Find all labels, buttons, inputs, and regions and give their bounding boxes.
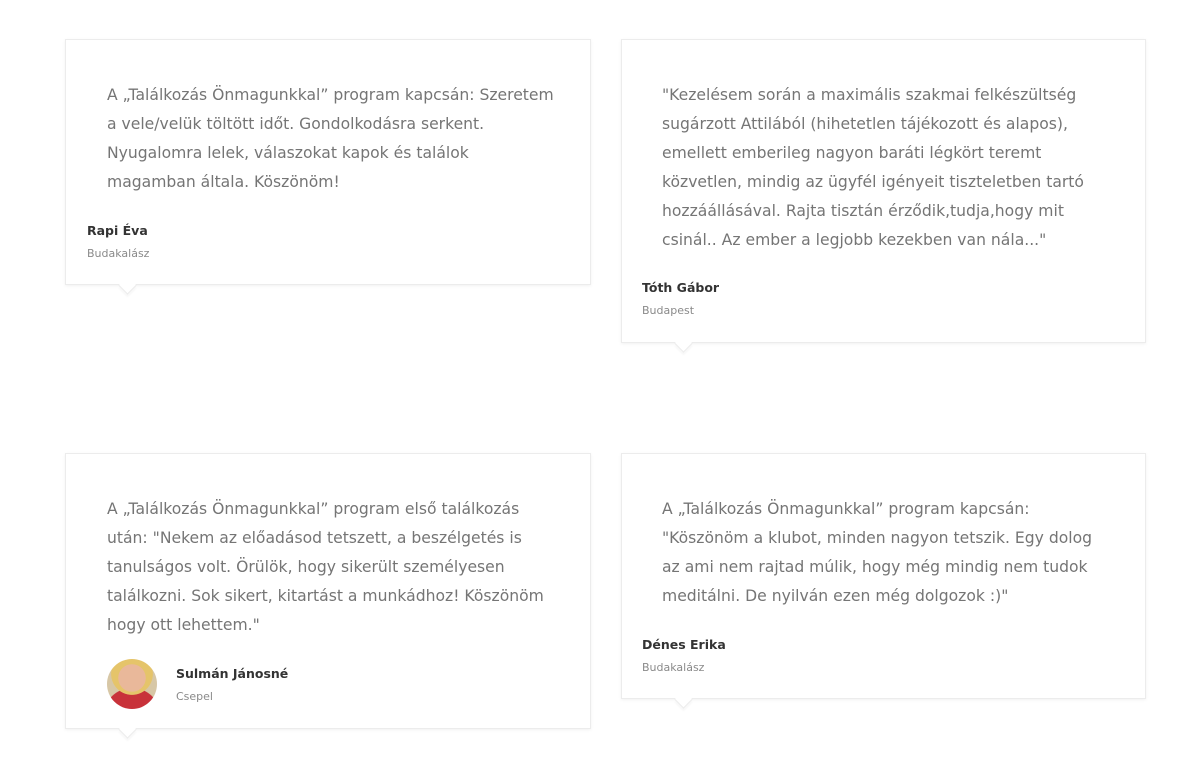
testimonial-author-name: Tóth Gábor [642,280,720,295]
testimonial-quote: "Kezelésem során a maximális szakmai felkészültség sugárzott Attilából (hihetetlen tájékozott és alapos), emellett emberileg nagyon baráti légkört teremt közvetlen, mindig az ügyfél igényeit tiszteletben tartó hozzáállásával. Rajta tisztán érződik,tudja,hogy mit csinál.. Az ember a legjobb kezekben van nála..." [662,86,1084,249]
testimonial-author-name: Dénes Erika [642,637,726,652]
testimonial-author-city: Budakalász [642,661,705,674]
testimonial-author-name: Sulmán Jánosné [176,666,289,681]
testimonial-card [621,39,1146,343]
testimonial-author-city: Csepel [176,690,213,703]
testimonial-author-city: Budakalász [87,247,150,260]
testimonial-card [65,453,591,729]
testimonial-quote: A „Találkozás Önmagunkkal” program kapcsán: "Köszönöm a klubot, minden nagyon tetszik. Egy dolog az ami nem rajtad múlik, hogy még mindig nem tudok meditálni. De nyilván ezen még dolgozok :)" [662,500,1093,605]
testimonial-author-name: Rapi Éva [87,223,148,238]
testimonial-author-city: Budapest [642,304,695,317]
testimonial-quote: A „Találkozás Önmagunkkal” program kapcsán: Szeretem a vele/velük töltött időt. Gondolkodásra serkent. Nyugalomra lelek, válaszokat kapok és találok magamban általa. Köszönöm! [107,86,554,191]
testimonial-card [621,453,1146,699]
testimonial-quote: A „Találkozás Önmagunkkal” program első találkozás után: "Nekem az előadásod tetszett, a beszélgetés is tanulságos volt. Örülök, hogy sikerült személyesen találkozni. Sok sikert, kitartást a munkádhoz! Köszönöm hogy ott lehettem." [107,500,544,634]
author-avatar [107,659,157,709]
testimonial-card [65,39,591,285]
